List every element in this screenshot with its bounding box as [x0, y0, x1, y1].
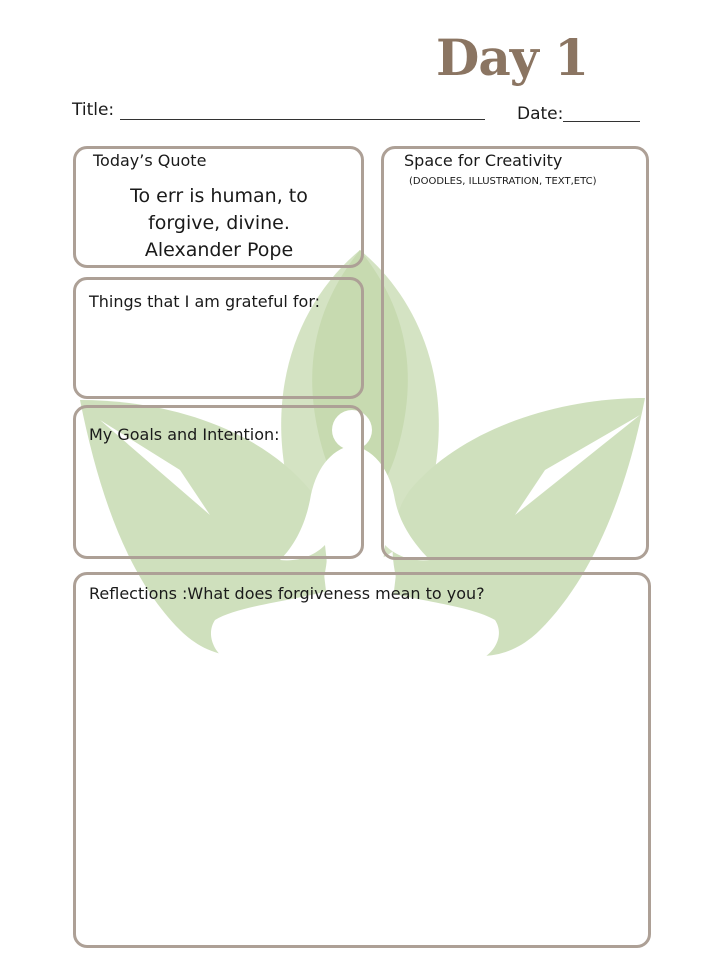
- day-title: Day 1: [436, 28, 589, 87]
- creativity-sublabel: (DOODLES, ILLUSTRATION, TEXT,ETC): [409, 176, 597, 187]
- reflections-box[interactable]: [73, 572, 651, 948]
- reflections-label: Reflections :What does forgiveness mean to you?: [89, 584, 485, 603]
- quote-author: Alexander Pope: [144, 239, 294, 261]
- date-fill-line[interactable]: [563, 121, 640, 122]
- quote-line-1: To err is human, to: [130, 185, 308, 207]
- goals-label: My Goals and Intention:: [89, 425, 280, 444]
- title-label: Title:: [72, 100, 115, 120]
- grateful-label: Things that I am grateful for:: [89, 292, 321, 311]
- title-fill-line[interactable]: [120, 119, 485, 120]
- date-label: Date:: [517, 104, 564, 124]
- todays-quote-label: Today’s Quote: [93, 151, 207, 170]
- creativity-box[interactable]: [381, 146, 649, 560]
- creativity-label: Space for Creativity: [404, 151, 563, 170]
- quote-line-2: forgive, divine.: [148, 212, 290, 234]
- quote-text: [90, 183, 348, 264]
